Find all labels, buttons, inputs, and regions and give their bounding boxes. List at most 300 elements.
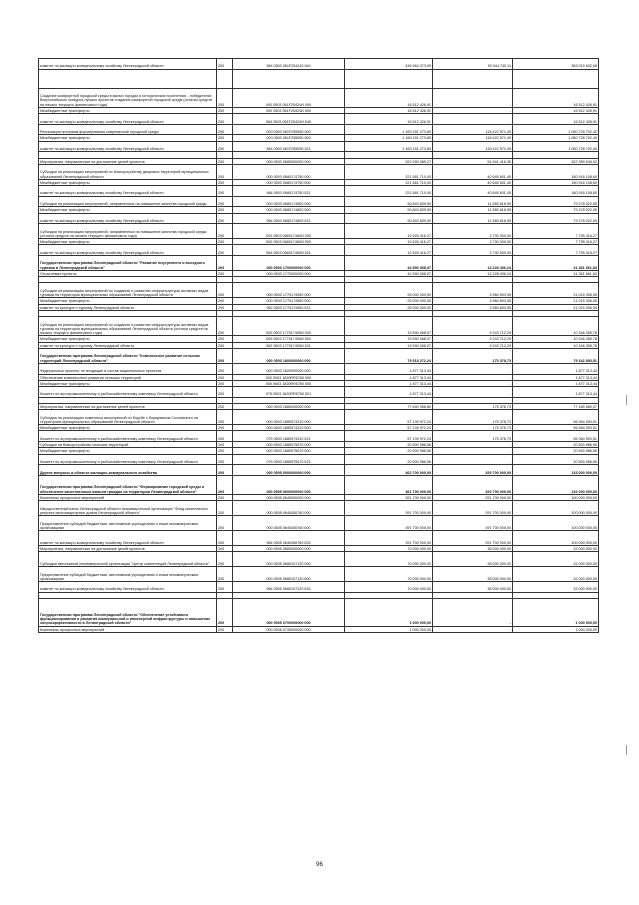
row-approved-amount: 1 000 000,00 xyxy=(345,598,433,626)
row-approved-amount: 79 518 272,24 xyxy=(345,349,433,364)
row-code: 200 xyxy=(217,224,233,239)
table-row xyxy=(39,69,599,88)
row-name: Межбюджетные трансферты xyxy=(39,135,217,141)
table-row xyxy=(39,196,599,207)
row-remaining-amount: 133 000 000,00 xyxy=(513,465,599,476)
row-name: Мероприятия, направленные на достижение целей проектов xyxy=(39,546,217,552)
row-name: Другие вопросы в области жилищно-коммунального хозяйства xyxy=(39,465,217,476)
row-code: 200 xyxy=(217,186,233,197)
row-remaining-amount: 180 916 108,60 xyxy=(513,164,599,179)
row-executed-amount: 291 700 000,00 xyxy=(433,495,513,501)
row-name: Отраслевые проекты xyxy=(39,270,217,276)
row-kbk: 000 0503 1880575670 000 xyxy=(233,442,345,448)
row-approved-amount: 20 500 986,56 xyxy=(345,448,433,454)
row-kbk: 000 0503 1770000000 000 xyxy=(233,270,345,276)
row-code: 200 xyxy=(217,598,233,626)
row-executed-amount: - xyxy=(433,374,513,380)
row-approved-amount: 1 877 313,44 xyxy=(345,374,433,380)
row-executed-amount: 40 645 601,40 xyxy=(433,164,513,179)
row-executed-amount: 13 228 406,24 xyxy=(433,270,513,276)
row-approved-amount: 221 561 710,00 xyxy=(345,164,433,179)
table-row xyxy=(39,245,599,256)
row-approved-amount: 462 700 000,00 xyxy=(345,465,433,476)
row-name: Межбюджетные трансферты xyxy=(39,425,217,431)
row-remaining-amount: 32 000 000,00 xyxy=(513,552,599,567)
row-remaining-amount: 21 015 306,05 xyxy=(513,304,599,310)
row-remaining-amount: 100 000 000,00 xyxy=(513,495,599,501)
row-remaining-amount: 10 346 355,78 xyxy=(513,336,599,342)
row-kbk xyxy=(233,69,345,88)
row-approved-amount: 391 700 000,00 xyxy=(345,531,433,546)
table-row xyxy=(39,213,599,224)
row-executed-amount: 329 700 000,00 xyxy=(433,475,513,494)
row-kbk: 000 0503 061F255550 000 xyxy=(233,124,345,135)
row-remaining-amount: 100 000 000,00 xyxy=(513,531,599,546)
row-code: 200 xyxy=(217,135,233,141)
row-executed-amount: 118 422 571,49 xyxy=(433,141,513,152)
row-kbk: 075 0503 1820RR5760 521 xyxy=(233,387,345,398)
row-kbk: 000 0505 0640406760 600 xyxy=(233,516,345,531)
row-remaining-amount: 20 500 986,56 xyxy=(513,448,599,454)
row-kbk: 000 0503 177017495И 000 xyxy=(233,317,345,336)
row-approved-amount: 1 877 313,44 xyxy=(345,380,433,386)
row-approved-amount: 221 561 710,00 xyxy=(345,179,433,185)
row-code: 200 xyxy=(217,342,233,348)
row-remaining-amount: 100 000 000,00 xyxy=(513,501,599,516)
row-name: комитет по жилищно-коммунальному хозяйству Ленинградской области xyxy=(39,582,217,593)
table-row xyxy=(39,186,599,197)
table-row xyxy=(39,567,599,582)
row-executed-amount: 54 941 416,35 xyxy=(433,158,513,164)
row-executed-amount: - xyxy=(433,448,513,454)
row-name: Межбюджетные трансферты xyxy=(39,448,217,454)
row-name: Создание комфортной городской среды в малых городах и исторических поселениях - победителях Всероссийского конкурса лучших проектов создания комфортной городской среды (остатки средств на начало текущего финансового года) xyxy=(39,88,217,107)
row-code: 200 xyxy=(217,552,233,567)
row-kbk: 000 0503 068017480И 500 xyxy=(233,239,345,245)
row-code: 200 xyxy=(217,425,233,431)
row-approved-amount: 57 139 972,24 xyxy=(345,425,433,431)
row-code: 200 xyxy=(217,442,233,448)
row-executed-amount: 38 000 000,00 xyxy=(433,582,513,593)
table-row xyxy=(39,255,599,270)
row-kbk: 000 0503 1880574310 500 xyxy=(233,425,345,431)
row-approved-amount: 19 590 068,07 xyxy=(345,342,433,348)
row-executed-amount: - xyxy=(433,387,513,398)
row-executed-amount: 291 700 000,00 xyxy=(433,531,513,546)
row-approved-amount: 16 512 426,91 xyxy=(345,88,433,107)
row-kbk: 000 0503 0680174750 000 xyxy=(233,164,345,179)
row-kbk: 984 0505 0640406760 633 xyxy=(233,531,345,546)
row-remaining-amount: 180 916 108,60 xyxy=(513,179,599,185)
row-name: Реализация программ формирования современной городской среды xyxy=(39,124,217,135)
row-kbk: 000 0505 0680107120 600 xyxy=(233,567,345,582)
scan-margin-mark xyxy=(626,395,627,405)
row-approved-amount: 20 500 986,56 xyxy=(345,442,433,448)
row-executed-amount: 3 984 693,95 xyxy=(433,298,513,304)
row-approved-amount: 1 169 151 273,89 xyxy=(345,124,433,135)
row-executed-amount: 118 422 571,49 xyxy=(433,124,513,135)
row-executed-amount: 3 984 693,95 xyxy=(433,283,513,298)
row-remaining-amount: 1 050 728 702,40 xyxy=(513,124,599,135)
row-kbk: 000 0505 0680107120 000 xyxy=(233,552,345,567)
row-approved-amount: 25 000 000,00 xyxy=(345,283,433,298)
row-executed-amount: - xyxy=(433,442,513,448)
row-approved-amount: 461 700 000,00 xyxy=(345,475,433,494)
row-name: Государственная программа Ленинградской области "Развитие внутреннего и въездного туризма в Ленинградской области" xyxy=(39,255,217,270)
row-executed-amount: 11 565 816,95 xyxy=(433,196,513,207)
row-code: 200 xyxy=(217,454,233,465)
row-remaining-amount: 56 964 593,51 xyxy=(513,431,599,442)
row-kbk: 984 0503 068017480И 521 xyxy=(233,245,345,256)
row-kbk: 000 0503 177017495И 500 xyxy=(233,336,345,342)
row-name: Комплексы процессных мероприятий xyxy=(39,626,217,632)
scan-margin-mark xyxy=(626,745,627,755)
table-row xyxy=(39,114,599,125)
row-name: Предоставление субсидий бюджетным, автономным учреждениям и иным некоммерческим организациям xyxy=(39,516,217,531)
table-row xyxy=(39,317,599,336)
row-remaining-amount: 1 050 728 702,40 xyxy=(513,135,599,141)
row-executed-amount: 40 645 601,40 xyxy=(433,179,513,185)
row-approved-amount xyxy=(345,69,433,88)
row-kbk: 000 0505 0000000000 000 xyxy=(233,465,345,476)
row-remaining-amount: 32 000 000,00 xyxy=(513,582,599,593)
row-code: 200 xyxy=(217,124,233,135)
row-remaining-amount: 1 877 313,44 xyxy=(513,380,599,386)
row-remaining-amount: 79 342 893,51 xyxy=(513,349,599,364)
table-row xyxy=(39,582,599,593)
row-code: 200 xyxy=(217,374,233,380)
row-code: 200 xyxy=(217,567,233,582)
row-approved-amount: 20 500 986,56 xyxy=(345,454,433,465)
table-row xyxy=(39,164,599,179)
row-approved-amount: 25 000 000,00 xyxy=(345,304,433,310)
row-name: Государственная программа Ленинградской области "Формирование городской среды и обеспечение качественным жильем граждан на территории Ленинградской области" xyxy=(39,475,217,494)
table-row xyxy=(39,475,599,494)
table-row xyxy=(39,465,599,476)
row-remaining-amount: 31 361 661,83 xyxy=(513,255,599,270)
row-name: Субсидии на реализацию комплекса мероприятий по борьбе с борщевиком Сосновского на территориях муниципальных образований Ленинградской области xyxy=(39,410,217,425)
row-name: комитет по жилищно-коммунальному хозяйству Ленинградской области xyxy=(39,213,217,224)
row-remaining-amount: 16 512 426,91 xyxy=(513,88,599,107)
row-name: комитет по жилищно-коммунальному хозяйству Ленинградской области xyxy=(39,141,217,152)
table-row xyxy=(39,387,599,398)
row-name: Межбюджетные трансферты xyxy=(39,336,217,342)
row-approved-amount: 19 590 068,07 xyxy=(345,336,433,342)
row-approved-amount: 90 843 839,00 xyxy=(345,196,433,207)
row-kbk: 962 0503 177017495И 521 xyxy=(233,342,345,348)
row-kbk: 000 0503 1880574310 000 xyxy=(233,410,345,425)
row-executed-amount xyxy=(433,69,513,88)
row-kbk: 000 0503 061F25424И 500 xyxy=(233,107,345,113)
row-code: 200 xyxy=(217,349,233,364)
row-approved-amount: 19 590 068,07 xyxy=(345,317,433,336)
row-code: 200 xyxy=(217,516,233,531)
row-name: комитет по жилищно-коммунальному хозяйству Ленинградской области xyxy=(39,59,217,70)
row-executed-amount: 2 730 000,00 xyxy=(433,224,513,239)
row-code: 200 xyxy=(217,626,233,632)
row-code: 200 xyxy=(217,531,233,546)
row-name: Субсидии на благоустройство сельских территорий xyxy=(39,442,217,448)
row-approved-amount: 1 877 313,44 xyxy=(345,363,433,374)
row-kbk: 984 0503 061F254240 540 xyxy=(233,59,345,70)
table-row xyxy=(39,283,599,298)
row-code: 200 xyxy=(217,245,233,256)
row-name: Субсидии на реализацию мероприятий по благоустройству дворовых территорий муниципальных образований Ленинградской области xyxy=(39,164,217,179)
row-kbk: 000 0503 061F25424И 000 xyxy=(233,88,345,107)
row-executed-amount: 11 565 816,95 xyxy=(433,213,513,224)
budget-table xyxy=(38,58,599,633)
row-executed-amount: 38 000 000,00 xyxy=(433,552,513,567)
row-code: 200 xyxy=(217,501,233,516)
row-code: 200 xyxy=(217,363,233,374)
row-executed-amount: - xyxy=(433,88,513,107)
row-code: 200 xyxy=(217,59,233,70)
row-kbk: 984 0503 0680174800 521 xyxy=(233,213,345,224)
row-remaining-amount: 1 000 000,00 xyxy=(513,598,599,626)
row-code: 200 xyxy=(217,207,233,213)
row-kbk: 000 0505 0640406760 000 xyxy=(233,501,345,516)
row-approved-amount: 1 877 313,44 xyxy=(345,387,433,398)
row-name: Межбюджетные трансферты xyxy=(39,207,217,213)
row-kbk: 000 0503 061F255550 500 xyxy=(233,135,345,141)
row-kbk: 000 0503 0680174800 500 xyxy=(233,207,345,213)
row-kbk: 000 0503 1800000000 000 xyxy=(233,349,345,364)
table-row xyxy=(39,363,599,374)
row-name: комитет по культуре и туризму Ленинградской области xyxy=(39,342,217,348)
row-name: Обеспечение комплексного развития сельских территорий xyxy=(39,374,217,380)
row-executed-amount: 13 228 406,24 xyxy=(433,255,513,270)
row-executed-amount: - xyxy=(433,363,513,374)
row-code: 200 xyxy=(217,270,233,276)
table-row xyxy=(39,224,599,239)
row-executed-amount: 175 378,73 xyxy=(433,349,513,364)
row-approved-amount: 391 700 000,00 xyxy=(345,495,433,501)
row-name: Комитет по агропромышленному и рыбохозяйственному комплексу Ленинградской области xyxy=(39,454,217,465)
row-code: 200 xyxy=(217,431,233,442)
row-executed-amount: - xyxy=(433,626,513,632)
row-remaining-amount: 10 346 355,78 xyxy=(513,317,599,336)
row-code: 200 xyxy=(217,213,233,224)
row-remaining-amount: 31 361 661,83 xyxy=(513,270,599,276)
row-approved-amount: 391 700 000,00 xyxy=(345,501,433,516)
row-code: 200 xyxy=(217,255,233,270)
row-name: Мероприятия, направленные на достижение целей проектов xyxy=(39,158,217,164)
row-kbk: 962 0503 1770174950 521 xyxy=(233,304,345,310)
row-kbk: 000 0503 1770174950 500 xyxy=(233,298,345,304)
row-executed-amount: 291 700 000,00 xyxy=(433,501,513,516)
row-approved-amount: 90 843 839,00 xyxy=(345,207,433,213)
table-row xyxy=(39,454,599,465)
row-code: 200 xyxy=(217,304,233,310)
row-executed-amount: - xyxy=(433,380,513,386)
row-remaining-amount: 1 050 728 702,40 xyxy=(513,141,599,152)
row-executed-amount: 175 378,73 xyxy=(433,410,513,425)
row-code: 200 xyxy=(217,141,233,152)
row-executed-amount: 11 565 816,95 xyxy=(433,207,513,213)
row-remaining-amount: 383 019 632,98 xyxy=(513,59,599,70)
row-kbk: 000 0503 1700000000 000 xyxy=(233,255,345,270)
row-code: 200 xyxy=(217,179,233,185)
row-code: 200 xyxy=(217,465,233,476)
row-kbk: 000 0505 0740000000 000 xyxy=(233,626,345,632)
row-remaining-amount: 267 989 546,92 xyxy=(513,158,599,164)
row-approved-amount: 221 561 710,00 xyxy=(345,186,433,197)
row-approved-amount: 391 700 000,00 xyxy=(345,516,433,531)
row-executed-amount: 175 378,73 xyxy=(433,425,513,431)
table-row xyxy=(39,598,599,626)
table-row xyxy=(39,516,599,531)
row-approved-amount: 70 000 000,00 xyxy=(345,582,433,593)
row-name: Субсидии на реализацию мероприятий по созданию и развитию инфраструктуры активных видов туризма на территории муниципальных образований Ленинградской области xyxy=(39,283,217,298)
row-approved-amount: 10 525 416,27 xyxy=(345,239,433,245)
row-executed-amount: 291 700 000,00 xyxy=(433,516,513,531)
row-name: Предоставление субсидий бюджетным, автономным учреждениям и иным некоммерческим организациям xyxy=(39,567,217,582)
row-code: 200 xyxy=(217,495,233,501)
row-kbk: 000 0503 1820RR5760 500 xyxy=(233,380,345,386)
row-name: Государственная программа Ленинградской области "Комплексное развитие сельских территорий Ленинградской области" xyxy=(39,349,217,364)
row-approved-amount: 10 525 416,27 xyxy=(345,224,433,239)
row-remaining-amount: 20 500 986,56 xyxy=(513,454,599,465)
row-name: Межбюджетные трансферты xyxy=(39,179,217,185)
row-remaining-amount: 1 877 313,44 xyxy=(513,374,599,380)
row-remaining-amount: 16 512 426,91 xyxy=(513,107,599,113)
row-code: 200 xyxy=(217,283,233,298)
row-name: Мероприятия, направленные на достижение целей проектов xyxy=(39,404,217,410)
row-code: 200 xyxy=(217,298,233,304)
row-code: 200 xyxy=(217,380,233,386)
row-name: Имущественный взнос Ленинградской области некоммерческой организации "Фонд капитального ремонта многоквартирных домов Ленинградской области" xyxy=(39,501,217,516)
row-name: Межбюджетные трансферты xyxy=(39,107,217,113)
row-kbk: 984 0505 0680107120 633 xyxy=(233,582,345,593)
row-remaining-amount: 56 964 593,51 xyxy=(513,425,599,431)
row-remaining-amount: 1 000 000,00 xyxy=(513,626,599,632)
row-executed-amount: 9 243 712,29 xyxy=(433,342,513,348)
row-name: комитет по жилищно-коммунальному хозяйству Ленинградской области xyxy=(39,114,217,125)
row-name: Межбюджетные трансферты xyxy=(39,239,217,245)
row-executed-amount: 9 243 712,29 xyxy=(433,336,513,342)
row-approved-amount: 70 000 000,00 xyxy=(345,552,433,567)
row-kbk: 000 0503 1770174950 000 xyxy=(233,283,345,298)
row-name: Субсидии на реализацию мероприятий по созданию и развитию инфраструктуры активных видов туризма на территории муниципальных образований Ленинградской области (остатки средств на начало текущего финансового года) xyxy=(39,317,217,336)
page-number: 96 xyxy=(316,862,323,868)
row-executed-amount: - xyxy=(433,114,513,125)
row-remaining-amount: 56 964 593,51 xyxy=(513,410,599,425)
row-kbk: 000 0503 068017480И 000 xyxy=(233,224,345,239)
row-code: 200 xyxy=(217,107,233,113)
row-kbk: 000 0505 0640000000 000 xyxy=(233,495,345,501)
row-approved-amount: 436 964 373,09 xyxy=(345,59,433,70)
row-executed-amount: 175 378,73 xyxy=(433,431,513,442)
row-kbk: 075 0503 1880575670 521 xyxy=(233,454,345,465)
row-approved-amount: 1 169 151 273,89 xyxy=(345,141,433,152)
row-executed-amount: - xyxy=(433,107,513,113)
row-remaining-amount: 132 000 000,00 xyxy=(513,475,599,494)
row-remaining-amount: 100 000 000,00 xyxy=(513,516,599,531)
row-code: 200 xyxy=(217,387,233,398)
row-kbk: 984 0503 0680174750 521 xyxy=(233,186,345,197)
row-kbk: 000 0505 0680000000 000 xyxy=(233,546,345,552)
row-name xyxy=(39,69,217,88)
row-code: 200 xyxy=(217,196,233,207)
row-remaining-amount: 10 346 355,78 xyxy=(513,342,599,348)
table-row xyxy=(39,501,599,516)
row-approved-amount: 77 640 958,80 xyxy=(345,404,433,410)
row-code: 200 xyxy=(217,410,233,425)
row-code: 200 xyxy=(217,317,233,336)
row-remaining-amount xyxy=(513,69,599,88)
table-row xyxy=(39,124,599,135)
row-executed-amount: 40 645 601,40 xyxy=(433,186,513,197)
row-name: Субсидии автономной некоммерческой организации "Центр компетенций Ленинградской области" xyxy=(39,552,217,567)
row-kbk: 000 0503 0680000000 000 xyxy=(233,158,345,164)
row-remaining-amount: 32 000 000,00 xyxy=(513,567,599,582)
row-code: 200 xyxy=(217,164,233,179)
row-remaining-amount: 180 916 108,60 xyxy=(513,186,599,197)
row-name: Субсидии на реализацию мероприятий, направленных на повышение качества городской среды (остатки средств на начало текущего финансового года) xyxy=(39,224,217,239)
row-remaining-amount: 21 015 306,05 xyxy=(513,298,599,304)
row-kbk: 984 0503 061F255550 521 xyxy=(233,141,345,152)
row-name: Комитет по агропромышленному и рыбохозяйственному комплексу Ленинградской области xyxy=(39,387,217,398)
row-code xyxy=(217,69,233,88)
row-approved-amount: 57 139 972,24 xyxy=(345,410,433,425)
row-name: комитет по жилищно-коммунальному хозяйству Ленинградской области xyxy=(39,245,217,256)
row-executed-amount: 2 730 000,00 xyxy=(433,239,513,245)
row-approved-amount: 70 000 000,00 xyxy=(345,546,433,552)
row-code: 200 xyxy=(217,239,233,245)
row-name: Комплексы процессных мероприятий xyxy=(39,495,217,501)
table-row xyxy=(39,431,599,442)
row-remaining-amount: 32 000 000,00 xyxy=(513,546,599,552)
row-executed-amount: 2 730 000,00 xyxy=(433,245,513,256)
table-row xyxy=(39,349,599,364)
row-executed-amount: 175 378,73 xyxy=(433,404,513,410)
row-remaining-amount: 79 278 022,05 xyxy=(513,196,599,207)
row-kbk: 984 0503 061F25424И 540 xyxy=(233,114,345,125)
table-row xyxy=(39,410,599,425)
row-kbk: 075 0503 1880574310 521 xyxy=(233,431,345,442)
row-remaining-amount: 21 015 306,05 xyxy=(513,283,599,298)
row-remaining-amount: 77 465 580,07 xyxy=(513,404,599,410)
row-remaining-amount: 20 500 986,56 xyxy=(513,442,599,448)
row-remaining-amount: 7 795 416,27 xyxy=(513,224,599,239)
table-row xyxy=(39,59,599,70)
row-executed-amount: 3 984 693,95 xyxy=(433,304,513,310)
row-remaining-amount: 79 278 022,05 xyxy=(513,213,599,224)
row-kbk: 000 0505 0600000000 000 xyxy=(233,475,345,494)
row-code: 200 xyxy=(217,404,233,410)
table-row xyxy=(39,626,599,632)
row-code: 200 xyxy=(217,546,233,552)
row-code: 200 xyxy=(217,88,233,107)
table-row xyxy=(39,88,599,107)
row-remaining-amount: 79 278 022,05 xyxy=(513,207,599,213)
table-row xyxy=(39,141,599,152)
row-executed-amount: 9 243 712,29 xyxy=(433,317,513,336)
row-kbk: 000 0503 1880575670 500 xyxy=(233,448,345,454)
row-name: Субсидии на реализацию мероприятий, направленных на повышение качества городской среды xyxy=(39,196,217,207)
row-remaining-amount: 1 877 313,44 xyxy=(513,363,599,374)
row-approved-amount: 70 000 000,00 xyxy=(345,567,433,582)
row-code: 200 xyxy=(217,475,233,494)
row-executed-amount: 53 944 740,11 xyxy=(433,59,513,70)
row-executed-amount: 118 422 571,49 xyxy=(433,135,513,141)
row-remaining-amount: 7 795 416,27 xyxy=(513,245,599,256)
row-approved-amount: 10 525 416,27 xyxy=(345,245,433,256)
row-code: 200 xyxy=(217,582,233,593)
table-row xyxy=(39,552,599,567)
row-name: Федеральные проекты, не входящие в состав национальных проектов xyxy=(39,363,217,374)
row-approved-amount: 44 590 068,07 xyxy=(345,255,433,270)
